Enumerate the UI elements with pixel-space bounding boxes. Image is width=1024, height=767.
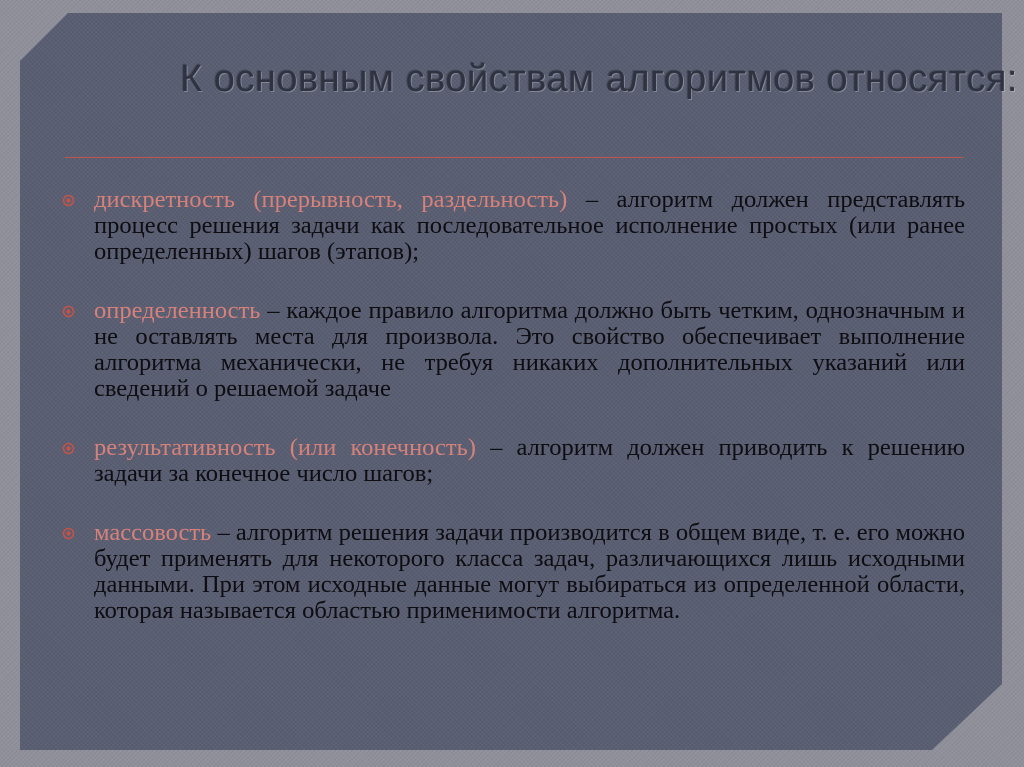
list-item [60, 520, 965, 624]
title-divider [65, 157, 963, 158]
property-description: – каждое правило алгоритма должно быть четким, однозначным и не оставлять места для произвола. Это свойство обеспечивает выполнение алгоритма механически, не требуя никаких дополнительных указаний или сведений о решаемой задаче [94, 297, 965, 402]
property-term: массовость [94, 519, 212, 546]
property-term: определенность [94, 297, 261, 324]
property-description: – алгоритм должен приводить к решению задачи за конечное число шагов; [94, 434, 966, 487]
circle-bullet-icon [62, 442, 75, 455]
slide-title: К основным свойствам алгоритмов относятся: [180, 58, 1018, 100]
bullet-list [60, 187, 965, 657]
circle-bullet-icon [62, 527, 75, 540]
property-term: результативность (или конечность) [94, 434, 476, 461]
list-item [60, 435, 965, 487]
list-item-text [94, 298, 965, 402]
list-item-text [94, 520, 965, 624]
list-item-text [94, 187, 965, 265]
circle-bullet-icon [62, 305, 75, 318]
list-item [60, 298, 965, 402]
property-term: дискретность (прерывность, раздельность) [94, 186, 568, 213]
list-item-text [94, 435, 965, 487]
property-description: – алгоритм должен представлять процесс решения задачи как последовательное исполнение простых (или ранее определенных) шагов (этапов); [94, 186, 966, 265]
circle-bullet-icon [62, 194, 75, 207]
list-item [60, 187, 965, 265]
property-description: – алгоритм решения задачи производится в общем виде, т. е. его можно будет применять для некоторого класса задач, различающихся лишь исходными данными. При этом исходные данные могут выбираться из определенной области, которая называется областью применимости алгоритма. [94, 519, 965, 624]
